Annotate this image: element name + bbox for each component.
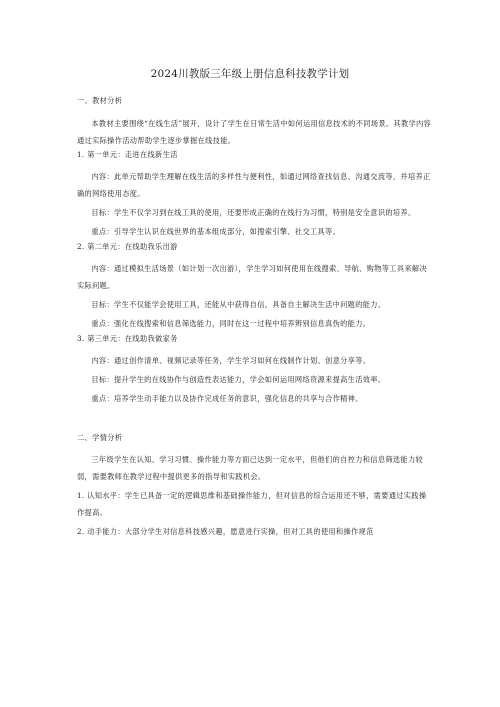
teaching-material-intro: 本教材主要围绕“在线生活”展开，设计了学生在日常生活中如何运用信息技术的不同场景。其教学内容通过实际操作活动帮助学生逐步掌握在线技能。 bbox=[77, 119, 432, 145]
learner-point-2: 2. 动手能力：大部分学生对信息科技感兴趣，愿意进行实操，但对工具的使用和操作规范 bbox=[77, 527, 374, 536]
document-body bbox=[77, 90, 432, 540]
unit2-content: 内容：通过模拟生活场景（如计划一次出游），学生学习如何使用在线搜索、导航、购物等工具来解决实际问题。 bbox=[77, 264, 427, 290]
unit3-content: 内容：通过创作清单、视频记录等任务，学生学习如何在线制作计划、创意分享等。 bbox=[91, 356, 371, 365]
section-heading-learner: 二、学情分析 bbox=[77, 433, 123, 442]
document-title: 2024川教版三年级上册信息科技教学计划 bbox=[150, 68, 350, 80]
unit1-heading: 1. 第一单元：走进在线新生活 bbox=[77, 150, 178, 159]
unit3-focus: 重点：培养学生动手能力以及协作完成任务的意识，强化信息的共享与合作精神。 bbox=[91, 394, 363, 403]
unit2-focus: 重点：强化在线搜索和信息筛选能力，同时在这一过程中培养辨别信息真伪的能力。 bbox=[91, 319, 371, 328]
learner-point-1: 1. 认知水平：学生已具备一定的逻辑思维和基础操作能力，但对信息的综合运用还不够，需要通过实践操作提高。 bbox=[77, 491, 427, 517]
unit3-heading: 3. 第三单元：在线助我做家务 bbox=[77, 334, 178, 343]
unit3-goal: 目标：提升学生的在线协作与创造性表达能力，学会如何运用网络资源来提高生活效率。 bbox=[91, 375, 386, 384]
unit2-goal: 目标：学生不仅能学会使用工具，还能从中获得自信，具备自主解决生活中问题的能力。 bbox=[91, 300, 386, 309]
unit1-content: 内容：此单元帮助学生理解在线生活的多样性与便利性，如通过网络查找信息、沟通交流等，并培养正确的网络使用态度。 bbox=[77, 172, 431, 198]
learner-intro: 三年级学生在认知、学习习惯、操作能力等方面已达到一定水平，但他们的自控力和信息筛选能力较弱，需要教师在教学过程中提供更多的指导和实践机会。 bbox=[77, 455, 424, 481]
unit1-goal: 目标：学生不仅学习到在线工具的使用，还要形成正确的在线行为习惯，特别是安全意识的培养。 bbox=[91, 208, 416, 217]
unit1-focus: 重点：引导学生认识在线世界的基本组成部分，如搜索引擎、社交工具等。 bbox=[91, 227, 341, 236]
section-heading-teaching-material: 一、教材分析 bbox=[77, 96, 123, 105]
unit2-heading: 2. 第二单元：在线助我乐出游 bbox=[77, 242, 178, 251]
